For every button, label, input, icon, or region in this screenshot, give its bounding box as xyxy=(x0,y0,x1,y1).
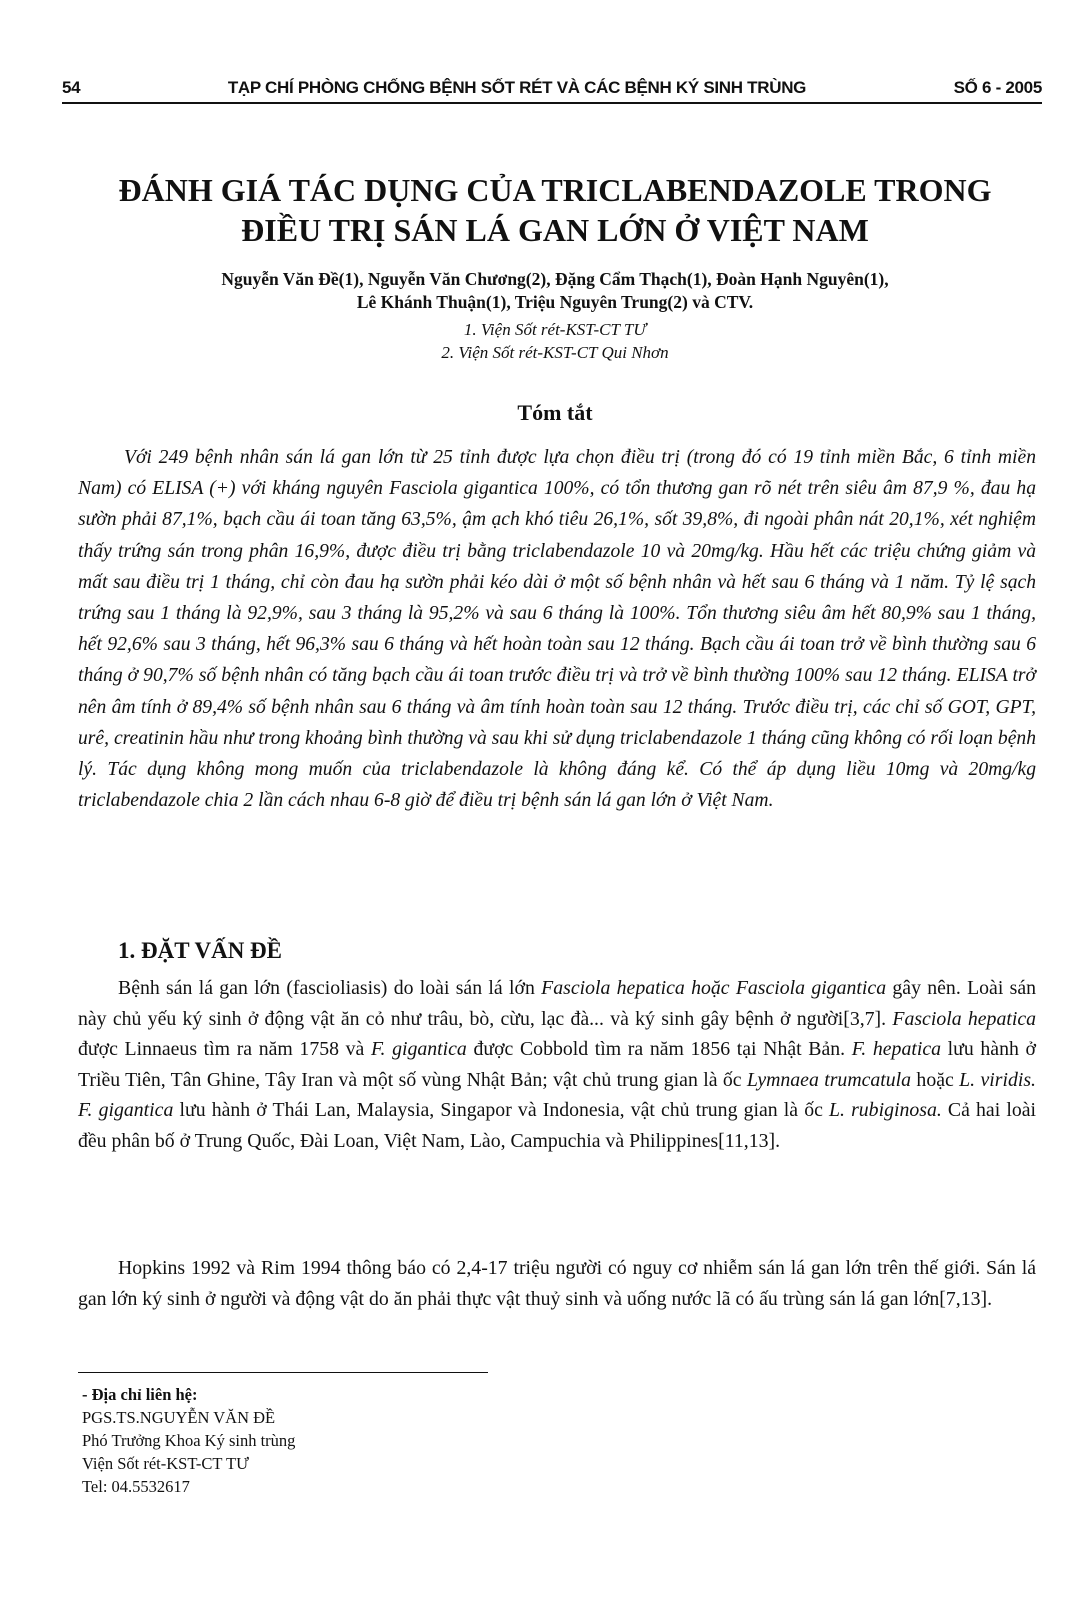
contact-name: PGS.TS.NGUYỄN VĂN ĐỀ xyxy=(82,1408,276,1427)
running-header xyxy=(62,78,1042,104)
text-run: hoặc xyxy=(911,1068,960,1091)
species-name: Fasciola hepatica hoặc Fasciola gigantica xyxy=(541,977,887,999)
contact-position: Phó Trưởng Khoa Ký sinh trùng xyxy=(82,1431,296,1450)
footnote-divider xyxy=(78,1372,488,1373)
article-title xyxy=(80,170,1030,250)
issue-number: SỐ 6 - 2005 xyxy=(953,78,1042,97)
text-run: gây nên. Loài sán này chủ yếu ký sinh ở động vật ăn cỏ như trâu, bò, cừu, lạc đà... và ký sinh gây bệnh ở người[3,7]. xyxy=(78,977,1036,1030)
authors-line-2: Lê Khánh Thuận(1), Triệu Nguyên Trung(2) và CTV. xyxy=(356,292,754,312)
title-line-2: ĐIỀU TRỊ SÁN LÁ GAN LỚN Ở VIỆT NAM xyxy=(241,212,869,248)
text-run: lưu hành ở Triều Tiên, Tân Ghine, Tây Iran và một số vùng Nhật Bản; vật chủ trung gian là ốc xyxy=(78,1038,1036,1091)
contact-heading: - Địa chỉ liên hệ: xyxy=(82,1385,198,1404)
text-run: được Linnaeus tìm ra năm 1758 và xyxy=(78,1038,371,1060)
affiliation-2: 2. Viện Sốt rét-KST-CT Qui Nhơn xyxy=(441,343,669,362)
journal-name: TẠP CHÍ PHÒNG CHỐNG BỆNH SỐT RÉT VÀ CÁC BỆNH KÝ SINH TRÙNG xyxy=(227,78,807,97)
body-paragraph-1 xyxy=(78,973,1036,1156)
page-number: 54 xyxy=(62,78,81,97)
species-name: F. gigantica xyxy=(370,1038,467,1060)
author-list xyxy=(80,268,1030,314)
species-name: L. rubiginosa. xyxy=(829,1099,942,1121)
abstract-heading: Tóm tắt xyxy=(517,400,593,425)
section-heading: 1. ĐẶT VẤN ĐỀ xyxy=(118,938,283,963)
abstract-text: Với 249 bệnh nhân sán lá gan lớn từ 25 tỉnh được lựa chọn điều trị (trong đó có 19 tỉnh miền Bắc, 6 tỉnh miền Nam) có ELISA (+) với kháng nguyên Fasciola gigantica 100%, có tổn thương gan rõ nét trên siêu âm 87,9 %, đau hạ sườn phải 87,1%, bạch cầu ái toan tăng 63,5%, ậm ạch khó tiêu 26,1%, sốt 39,8%, đi ngoài phân nát 20,1%, xét nghiệm thấy trứng sán trong phân 16,9%, được điều trị bằng triclabendazole 10 và 20mg/kg. Hầu hết các triệu chứng giảm và mất sau điều trị 1 tháng, chỉ còn đau hạ sườn phải kéo dài ở một số bệnh nhân và hết sau 6 tháng và 1 năm. Tỷ lệ sạch trứng sau 1 tháng là 92,9%, sau 3 tháng là 95,2% và sau 6 tháng là 100%. Tổn thương siêu âm hết 80,9% sau 1 tháng, hết 92,6% sau 3 tháng, hết 96,3% sau 6 tháng và hết hoàn toàn sau 12 tháng. Bạch cầu ái toan trở về bình thường sau 6 tháng ở 90,7% số bệnh nhân có tăng bạch cầu ái toan trước điều trị và trở về bình thường 100% sau 12 tháng. ELISA trở nên âm tính ở 89,4% số bệnh nhân sau 6 tháng và âm tính hoàn toàn sau 12 tháng. Trước điều trị, các chỉ số GOT, GPT, urê, creatinin hầu như trong khoảng bình thường và sau khi sử dụng triclabendazole 1 tháng cũng không có rối loạn bệnh lý. Tác dụng không mong muốn của triclabendazole là không đáng kể. Có thể áp dụng liều 10mg và 20mg/kg triclabendazole chia 2 lần cách nhau 6-8 giờ để điều trị bệnh sán lá gan lớn ở Việt Nam. xyxy=(78,447,1036,812)
authors-line-1: Nguyễn Văn Đề(1), Nguyễn Văn Chương(2), Đặng Cẩm Thạch(1), Đoàn Hạnh Nguyên(1), xyxy=(221,269,889,289)
species-name: L. viridis. F. gigantica xyxy=(78,1068,1036,1121)
contact-phone: Tel: 04.5532617 xyxy=(82,1477,190,1496)
affiliation-1: 1. Viện Sốt rét-KST-CT TƯ xyxy=(463,320,647,339)
species-name: Fasciola hepatica xyxy=(892,1007,1036,1030)
text-run: được Cobbold tìm ra năm 1856 tại Nhật Bản. xyxy=(466,1038,852,1060)
contact-institute: Viện Sốt rét-KST-CT TƯ xyxy=(82,1454,249,1473)
text-run: lưu hành ở Thái Lan, Malaysia, Singapor và Indonesia, vật chủ trung gian là ốc xyxy=(173,1099,830,1121)
species-name: Lymnaea trumcatula xyxy=(746,1068,912,1091)
text-run: Bệnh sán lá gan lớn (fascioliasis) do loài sán lá lớn xyxy=(118,977,542,999)
title-line-1: ĐÁNH GIÁ TÁC DỤNG CỦA TRICLABENDAZOLE TRONG xyxy=(118,172,992,208)
body-paragraph-2: Hopkins 1992 và Rim 1994 thông báo có 2,4-17 triệu người có nguy cơ nhiễm sán lá gan lớn trên thế giới. Sán lá gan lớn ký sinh ở người và động vật do ăn phải thực vật thuỷ sinh và uống nước lã có ấu trùng sán lá gan lớn[7,13]. xyxy=(78,1257,1036,1310)
text-run: Cả hai loài đều phân bố ở Trung Quốc, Đài Loan, Việt Nam, Lào, Campuchia và Philippines[11,13]. xyxy=(78,1099,1036,1152)
species-name: F. hepatica xyxy=(851,1038,941,1060)
contact-footnote xyxy=(82,1383,582,1498)
